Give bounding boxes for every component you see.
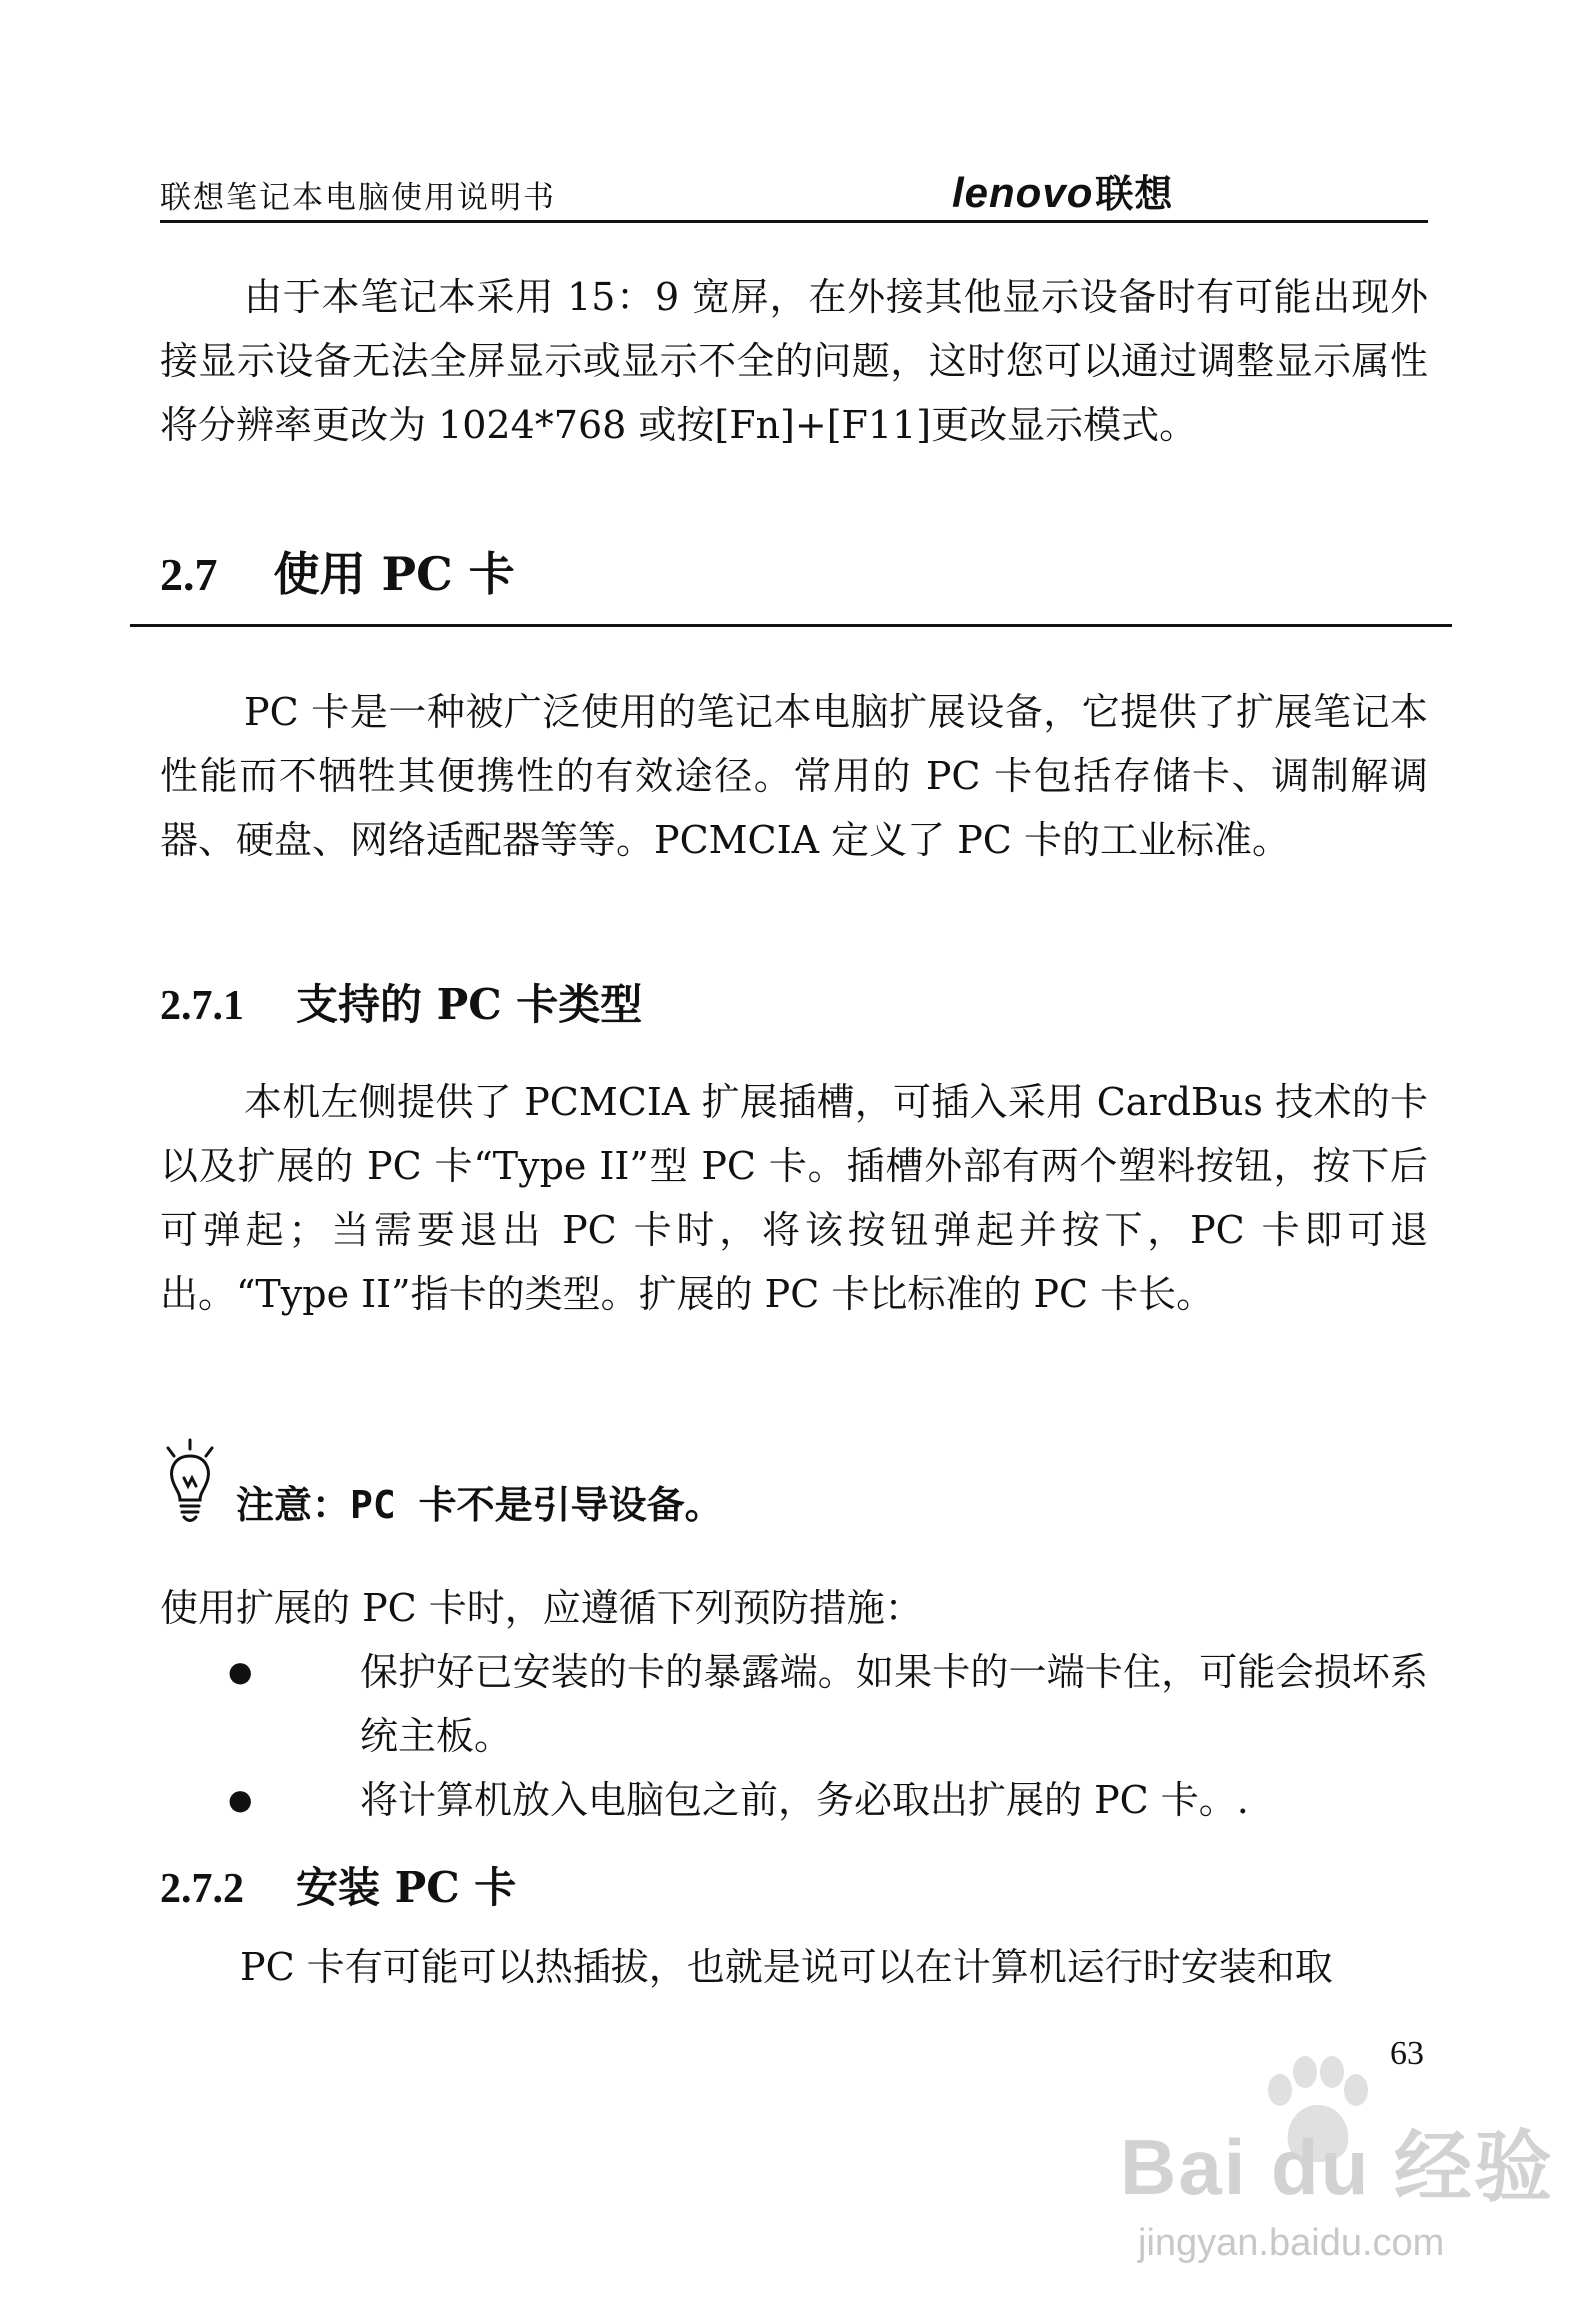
section-title: 使用 PC 卡 [273, 547, 515, 601]
page-number: 63 [1390, 2035, 1424, 2072]
precautions-intro: 使用扩展的 PC 卡时，应遵循下列预防措施： [160, 1586, 923, 1630]
lenovo-logo [952, 163, 1173, 218]
section-number: 2.7 [160, 549, 218, 600]
bullet-marker: ● [228, 1783, 253, 1816]
bullet-marker: ● [228, 1655, 253, 1688]
note-text: 注意：PC 卡不是引导设备。 [236, 1483, 723, 1527]
subsection-1-heading [160, 972, 642, 1032]
intro-paragraph: 由于本笔记本采用 15：9 宽屏，在外接其他显示设备时有可能出现外接显示设备无法全屏显示或显示不全的问题，这时您可以通过调整显示属性将分辨率更改为 1024*768 或按[Fn]+[F11]更改显示模式。 [160, 275, 1428, 447]
bullet-item: 保护好已安装的卡的暴露端。如果卡的一端卡住，可能会损坏系统主板。 [360, 1650, 1428, 1758]
watermark-url: jingyan.baidu.com [1138, 2222, 1445, 2264]
subsection-1-title: 支持的 PC 卡类型 [296, 980, 643, 1029]
subsection-2-number: 2.7.2 [160, 1866, 244, 1912]
logo-cn-text: 联想 [1095, 174, 1174, 216]
watermark-brand: Bai du 经验 [1120, 2123, 1555, 2211]
subsection-2-title: 安装 PC 卡 [296, 1863, 517, 1912]
section-paragraph: PC 卡是一种被广泛使用的笔记本电脑扩展设备，它提供了扩展笔记本性能而不牺牲其便携性的有效途径。常用的 PC 卡包括存储卡、调制解调器、硬盘、网络适配器等等。PCMCIA 定义了 PC 卡的工业标准。 [160, 690, 1428, 862]
header-divider [160, 220, 1428, 223]
header-title: 联想笔记本电脑使用说明书 [160, 180, 556, 216]
bullet-item: 将计算机放入电脑包之前，务必取出扩展的 PC 卡。. [360, 1778, 1249, 1822]
subsection-1-paragraph: 本机左侧提供了 PCMCIA 扩展插槽，可插入采用 CardBus 技术的卡以及扩展的 PC 卡“Type II”型 PC 卡。插槽外部有两个塑料按钮，按下后可弹起；当需要退出 PC 卡时，将该按钮弹起并按下，PC 卡即可退出。“Type II”指卡的类型。扩展的 PC 卡比标准的 PC 卡长。 [160, 1080, 1428, 1316]
section-heading [160, 538, 515, 604]
section-divider [130, 624, 1452, 627]
lightbulb-icon [160, 1438, 230, 1528]
logo-text: lenovo [952, 169, 1094, 216]
subsection-2-heading [160, 1855, 516, 1915]
subsection-2-paragraph: PC 卡有可能可以热插拔，也就是说可以在计算机运行时安装和取 [240, 1945, 1333, 1989]
subsection-1-number: 2.7.1 [160, 983, 244, 1029]
